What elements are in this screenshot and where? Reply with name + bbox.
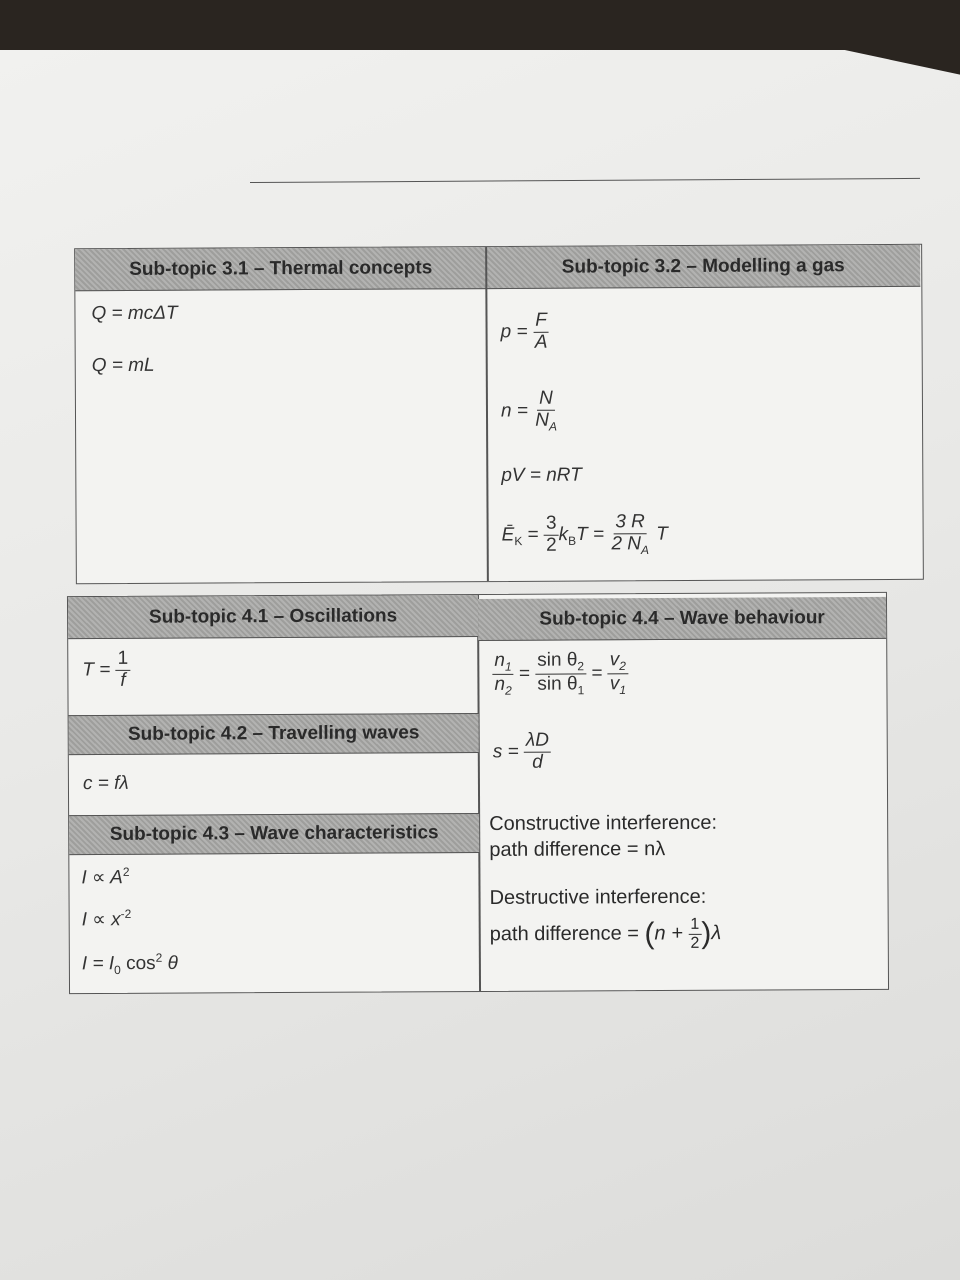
header-wave-behaviour: Sub-topic 4.4 – Wave behaviour [478, 597, 886, 641]
constructive-label: Constructive interference: [489, 811, 718, 835]
column-divider [477, 595, 481, 991]
formula-intensity-amplitude: $I \propto A^2$ [81, 864, 130, 889]
formula-moles: n = $\frac{N}{N_A}$ [500, 387, 558, 434]
formula-period: T = $\frac{1}{f}$ [82, 649, 130, 692]
formula-fringe-spacing: s = $\frac{\lambda D}{d}$ [493, 731, 551, 774]
header-modelling-gas: Sub-topic 3.2 – Modelling a gas [486, 245, 920, 289]
formula-ideal-gas: pV = nRT [501, 464, 582, 486]
constructive-formula: path difference = nλ [489, 838, 666, 861]
formula-kinetic-energy: $Ē_K$ = $\frac{3}{2}$ $k_BT$ = $\frac{3 R}{2 N_A}$ T [501, 511, 668, 557]
formula-malus-law: $I = I_0$ $\cos^2 \theta$ [81, 950, 178, 978]
destructive-formula: path difference = (n + $\frac{1}{2}$ )λ [489, 915, 722, 952]
header-travelling-waves: Sub-topic 4.2 – Travelling waves [69, 713, 479, 755]
table-thermal-gas [74, 244, 924, 584]
table-waves [67, 592, 889, 994]
formula-intensity-distance: $I \propto x^{-2}$ [81, 906, 132, 931]
header-oscillations: Sub-topic 4.1 – Oscillations [68, 595, 478, 639]
formula-snell-law: $\frac{n_1}{n_2}$ = $\frac{\sin \theta_2}{\sin \theta_1}$ = $\frac{v_2}{v_1}$ [494, 649, 627, 698]
formula-specific-heat: Q = mcΔT [91, 302, 178, 325]
destructive-label: Destructive interference: [489, 885, 707, 909]
formula-wave-speed: c = fλ [82, 772, 129, 795]
formula-pressure: p = $\frac{F}{A}$ [500, 309, 548, 353]
formula-latent-heat: Q = mL [91, 354, 155, 377]
header-thermal-concepts: Sub-topic 3.1 – Thermal concepts [75, 247, 486, 291]
column-divider [485, 247, 488, 581]
header-wave-characteristics: Sub-topic 4.3 – Wave characteristics [69, 813, 479, 855]
